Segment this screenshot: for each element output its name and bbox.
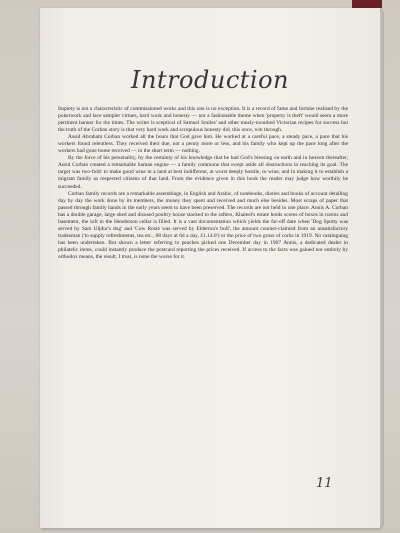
paragraph: Assid Abraham Corban worked all the hours that God gave him. He worked at a careful pace, a steady pace, a pace that his workers found relentless. They received their due, not a penny more or less, and his family who kept up the pace long after the workers had gone home received — in the short term — nothing. xyxy=(58,134,348,155)
paragraph: By the force of his personality, by the certainty of his knowledge that he had God's blessing on earth and in heaven thereafter, Assid Corban created a remarkable human engine — a family commune that swept aside all obstructions in reaching its goal. The target was two-fold: to make good wine in a land at best indifferent, at worst deeply hostile, to wine, and in making it to establish a migrant family as respected citizens of that land. From the evidence given in this book the reader may judge how worthily he succeeded. xyxy=(58,155,348,190)
book-page xyxy=(40,8,380,528)
paragraph: Impiety is not a characteristic of commissioned works and this one is no exception. It is a record of fame and fortune realised by the pokerwork and lace sampler virtues, hard work and honesty — not a fashionable theme when 'property is theft' would seem a more pertinent banner for the times. The writer is sceptical of Samuel Smiles' and other mealy-mouthed Victorian recipes for success but the truth of the Corban story is that very hard work and scrupulous honesty did, this once, win through. xyxy=(58,106,348,134)
body-text xyxy=(58,106,348,261)
chapter-title: Introduction xyxy=(131,66,289,94)
page-number: 11 xyxy=(316,476,333,491)
book-cover-edge xyxy=(352,0,382,8)
paragraph: Corban family records are a remarkable assemblage, in English and Arabic, of notebooks, diaries and books of account detailing day by day the work done by its members, the money they spent and received and much else besides. Most scraps of paper that passed through family hands in the early years seem to have been preserved. The records are not held in one place. Annis A. Corban has a double garage, large shed and disused poultry house stacked to the rafters, Khaleel's estate holds scores of boxes in rooms and basement, the loft in the Henderson cellar is filled. It is a vast documentation which yields the far-off date when 'Dog Spotty was served by Sam Uljdur's dog' and 'Cow Rosie was served by Elderton's bull', the amount counter-claimed from an unsatisfactory tradesman ('to supply refreshments, tea etc., 68 days at 6d a day, £1.14.0') or the price of two gross of corks in 1919. No cataloguing has been undertaken. But shown a letter referring to peaches picked one December day in 1907 Annis, a dedicated dealer in philatelic items, could instantly produce the postcard reporting the prices received. If access to the facts was gained not entirely by orthodox means, the result, I trust, is none the worse for it. xyxy=(58,190,348,260)
page-stack-edge xyxy=(380,12,384,526)
